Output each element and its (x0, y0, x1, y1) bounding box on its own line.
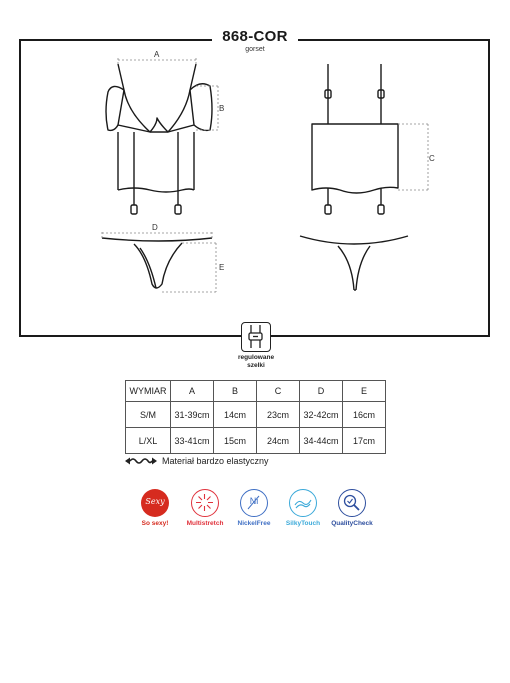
badge-so-sexy: Sexy So sexy! (125, 489, 185, 527)
quality-check-icon (338, 489, 366, 517)
table-cell: 14cm (214, 402, 257, 428)
dimension-label-e: E (219, 263, 225, 272)
dimension-label-d: D (152, 223, 158, 232)
material-note (125, 456, 269, 466)
table-row (126, 428, 386, 454)
table-cell: S/M (126, 402, 171, 428)
stretch-arrows-icon (125, 457, 157, 465)
header-cell: C (257, 381, 300, 402)
dimension-label-a: A (154, 50, 160, 59)
size-table-header (126, 381, 386, 402)
multistretch-icon (191, 489, 219, 517)
table-cell: 32-42cm (300, 402, 343, 428)
table-cell: L/XL (126, 428, 171, 454)
nickel-free-icon: Ni (240, 489, 268, 517)
silky-touch-icon (289, 489, 317, 517)
table-cell: 24cm (257, 428, 300, 454)
sexy-icon: Sexy (141, 489, 169, 517)
corset-front-drawing (106, 64, 212, 214)
dimension-label-c: C (429, 154, 435, 163)
table-cell: 17cm (343, 428, 386, 454)
adjustable-straps-icon (241, 322, 271, 352)
header-cell: D (300, 381, 343, 402)
header-cell: WYMIAR (126, 381, 171, 402)
header-cell: E (343, 381, 386, 402)
table-cell: 23cm (257, 402, 300, 428)
badge-silky-touch: SilkyTouch (273, 489, 333, 527)
table-cell: 31-39cm (171, 402, 214, 428)
table-row (126, 402, 386, 428)
corset-back-drawing (312, 64, 398, 214)
badge-nickel-free: Ni NickelFree (224, 489, 284, 527)
adjustable-straps-label: regulowane szelki (237, 354, 275, 369)
badge-multistretch: Multistretch (175, 489, 235, 527)
thong-front-drawing (102, 238, 212, 288)
header-cell: A (171, 381, 214, 402)
material-note-text: Materiał bardzo elastyczny (162, 456, 269, 466)
table-cell: 33-41cm (171, 428, 214, 454)
badge-quality-check: QualityCheck (322, 489, 382, 527)
thong-back-drawing (300, 236, 408, 290)
table-cell: 16cm (343, 402, 386, 428)
header-cell: B (214, 381, 257, 402)
product-type: gorset (245, 46, 265, 53)
dimension-label-b: B (219, 104, 225, 113)
size-table (125, 380, 386, 454)
product-code: 868-COR (212, 28, 297, 46)
table-cell: 34-44cm (300, 428, 343, 454)
table-cell: 15cm (214, 428, 257, 454)
